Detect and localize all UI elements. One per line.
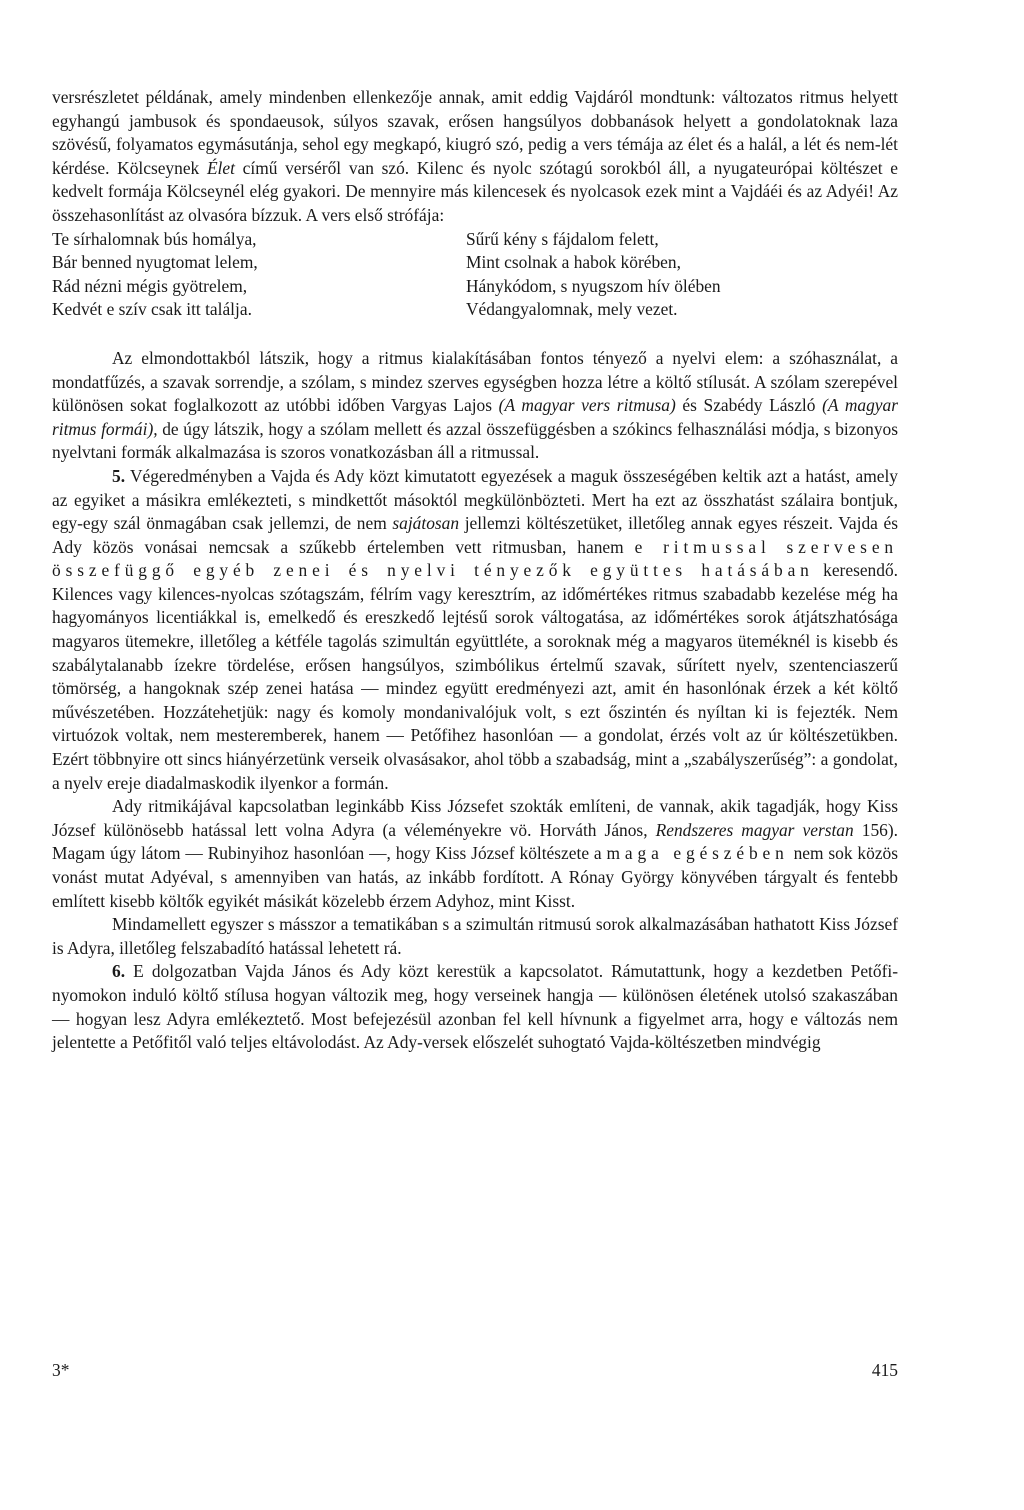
text-span: jellemzi költészetüket, illetőleg annak egyes részeit. Vajda és Ady közös vonásai nemcsak a szűkebb értelemben vett ritmusban, hanem [52,513,898,557]
poem-line: Védangyalomnak, mely vezet. [466,299,678,320]
page-footer [52,1360,898,1381]
poem-stanza [52,228,898,322]
spaced-emphasis: e ritmussal szervesen összefüggő egyéb zenei és nyelvi tényezők együttes hatásában [52,536,898,581]
section-number: 6. [112,961,126,982]
poem-line: Mint csolnak a habok körében, [466,252,681,273]
poem-left-column [52,228,466,322]
citation: (A magyar vers ritmusa) [498,395,676,416]
text-span: Mindamellett egyszer s másszor a tematikában s a szimultán ritmusú sorok alkalmazásában hathatott Kiss József is Adyra, illetőleg felszabadító hatással lehetett rá. [52,914,898,958]
text-span: Az elmondottakból látszik, hogy a ritmus kialakításában fontos tényező a nyelvi elem: a szóhasználat, a mondatfűzés, a szavak sorrendje, a szólam, s mindez szerves egységben hozza létre a költő stílusát. A szólam szerepével különösen sokat foglalkozott az utóbbi időben Vargyas Lajos [52,347,898,416]
poem-line: Kedvét e szív csak itt találja. [52,299,252,320]
paragraph-intro [52,86,898,228]
text-span: keresendő. Kilences vagy kilences-nyolcas szótagszám, félrím vagy keresztrím, az időmértékes ritmus szabadabb kezelése még ha hagyományos licentiákkal is, emelkedő és ereszkedő lejtésű sorok váltogatása, az időmértékes sorok átjátszhatósága magyaros ütemekre, illetőleg a kétféle tagolás szimultán együttléte, a soroknak még a magyaros üteméknél is kisebb és szabálytalanabb ízekre tördelése, erősen hangsúlyos, szimbólikus értelmű szavak, sűrített nyelv, szentenciaszerű tömörség, a hangoknak szép zenei hatása — mindez együtt eredményezi azt, amit én hasonlónak érzek a két költő művészetében. Hozzátehetjük: nagy és komoly mondanivalójuk volt, s ezt őszintén és nyíltan ki is fejezték. Nem virtuózok voltak, nem mesteremberek, hanem — Petőfihez hasonlóan — a gondolat, érzés volt az úr költészetükben. Ezért többnyire ott sincs hiányérzetünk verseik olvasásakor, ahol több a szabadság, mint a „szabályszerűség”: a gondolat, a nyelv ereje diadalmaskodik ilyenkor a formán. [52,560,898,793]
poem-line: Sűrű kény s fájdalom felett, [466,228,659,249]
text-span: E dolgozatban Vajda János és Ady közt kerestük a kapcsolatot. Rámutattunk, hogy a kezdetben Petőfi-nyomokon induló költő stílusa hogyan változik meg, hogy verseinek hangja — különösen életének utolsó szakaszában — hogyan lesz Adyra emlékeztető. Most befejezésül azonban fel kell hívnunk a figyelmet arra, hogy e változás nem jelentette a Petőfitől való teljes eltávolodást. Az Ady-versek előszelét suhogtató Vajda-költészetben mindvégig [52,961,898,1053]
signature-mark: 3* [52,1360,70,1380]
poem-title: Élet [206,157,235,178]
section-number: 5. [112,465,126,486]
citation: (A magyar ritmus formái), [52,395,898,439]
emphasis: sajátosan [392,513,460,534]
text-span: versrészletet példának, amely mindenben ellenkezője annak, amit eddig Vajdáról mondtunk: változatos ritmus helyett egyhangú jambusok és spondaeusok, súlyos szavak, erősen hangsúlyos dobbanások helyett a gondolatoknak laza szövésű, folyamatos egymásutánja, sehol egy megkapó, kiugró szó, pedig a vers témája az élet és a halál, a lét és nem-lét kérdése. Kölcseynek [52,87,898,178]
text-span: de úgy látszik, hogy a szólam mellett és azzal összefüggésben a szókincs felhasználási módja, s bizonyos nyelvtani formák alkalmazása is szoros vonatkozásban áll a ritmussal. [52,418,898,463]
citation: Rendszeres magyar verstan [655,819,854,840]
poem-line: Rád nézni mégis gyötrelem, [52,275,248,296]
text-span: Ady ritmikájával kapcsolatban leginkább Kiss Józsefet szokták említeni, de vannak, akik tagadják, hogy Kiss József különösebb hatással lett volna Adyra (a véleményekre vö. Horváth János, [52,796,898,840]
paragraph-4 [52,795,898,913]
text-span: Végeredményben a Vajda és Ady közt kimutatott egyezések a maguk összeségében keltik azt a hatást, amely az egyiket a másikra emlékezteti, s mindkettőt másoktól megkülönbözteti. Mert ha ezt az összhatást szálaira bontjuk, egy-egy szál önmagában csak jellemzi, de nem [52,465,898,534]
text-span: című verséről van szó. Kilenc és nyolc szótagú sorokból áll, a nyugateurópai költészet e kedvelt formája Kölcseynél elég gyakori. De mennyire más kilencesek és nyolcasok ezek mint a Vajdáéi és az Adyéi! Az összehasonlítást az olvasóra bízzuk. A vers első strófája: [52,157,898,225]
poem-line: Te sírhalomnak bús homálya, [52,228,257,249]
paragraph-5 [52,913,898,960]
poem-line: Bár benned nyugtomat lelem, [52,252,258,273]
paragraph-6 [52,960,898,1054]
poem-line: Hánykódom, s nyugszom hív ölében [466,275,721,296]
text-span: és Szabédy László [675,395,823,416]
text-span: 156). Magam úgy látom — Rubinyihoz hasonlóan —, hogy Kiss József költészete a [52,819,899,864]
page-number: 415 [871,1360,898,1380]
paragraph-3 [52,465,898,795]
text-span: nem sok közös vonást mutat Adyéval, s amennyiben van hatás, az inkább fordított. A Rónay György könyvében tárgyalt és fentebb említett kisebb költők egyikét másikát közelebb érzem Adyhoz, mint Kisst. [52,843,899,911]
poem-right-column [466,228,880,322]
paragraph-2 [52,347,898,465]
spaced-emphasis: maga egészében [606,843,789,864]
